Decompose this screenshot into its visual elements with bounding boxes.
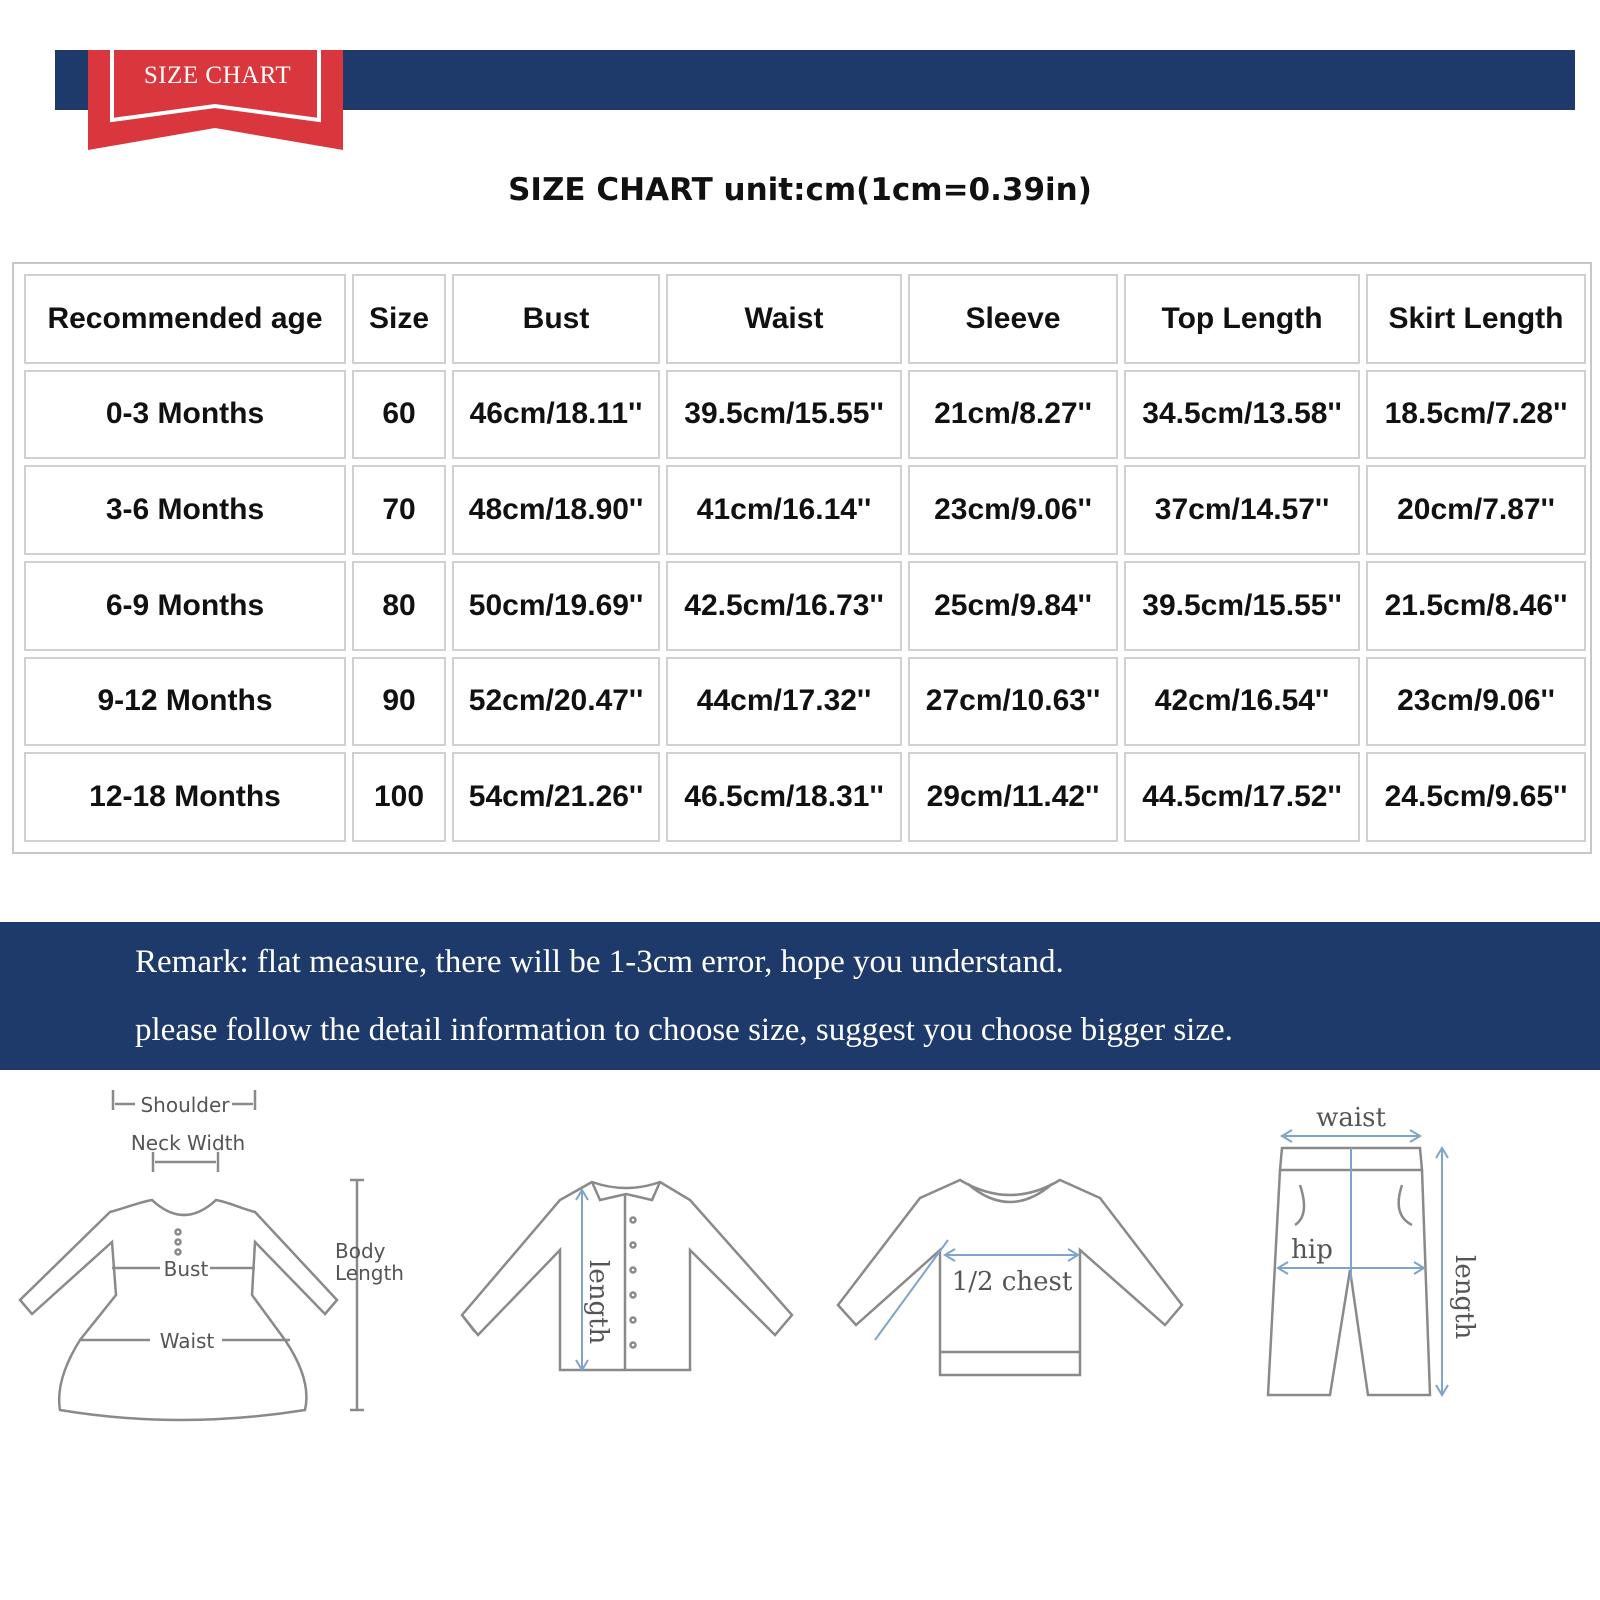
table-cell: 37cm/14.57'' — [1124, 465, 1360, 555]
table-row — [24, 657, 1586, 747]
table-cell: 44.5cm/17.52'' — [1124, 752, 1360, 842]
body-length-label-2: Length — [335, 1261, 404, 1285]
table-cell: 23cm/9.06'' — [1366, 657, 1586, 747]
table-row — [24, 465, 1586, 555]
table-cell: 44cm/17.32'' — [666, 657, 902, 747]
table-cell: 46cm/18.11'' — [452, 370, 660, 460]
table-cell: 25cm/9.84'' — [908, 561, 1118, 651]
table-cell: 6-9 Months — [24, 561, 346, 651]
table-cell: 39.5cm/15.55'' — [1124, 561, 1360, 651]
table-cell: 100 — [352, 752, 446, 842]
table-cell: 20cm/7.87'' — [1366, 465, 1586, 555]
size-table-frame — [12, 262, 1592, 854]
table-cell: 18.5cm/7.28'' — [1366, 370, 1586, 460]
table-cell: 70 — [352, 465, 446, 555]
table-cell: 21cm/8.27'' — [908, 370, 1118, 460]
shirt-diagram — [462, 1182, 792, 1370]
table-header-row — [24, 274, 1586, 364]
table-cell: 42.5cm/16.73'' — [666, 561, 902, 651]
table-cell: 39.5cm/15.55'' — [666, 370, 902, 460]
col-header-age: Recommended age — [24, 274, 346, 364]
table-cell: 48cm/18.90'' — [452, 465, 660, 555]
table-row — [24, 561, 1586, 651]
table-row — [24, 752, 1586, 842]
table-cell: 90 — [352, 657, 446, 747]
col-header-waist: Waist — [666, 274, 902, 364]
remark-line-1: Remark: flat measure, there will be 1-3cm error, hope you understand. — [135, 944, 1064, 980]
chest-label: 1/2 chest — [951, 1267, 1073, 1297]
table-cell: 23cm/9.06'' — [908, 465, 1118, 555]
pants-length-label: length — [1449, 1255, 1479, 1340]
table-cell: 21.5cm/8.46'' — [1366, 561, 1586, 651]
col-header-size: Size — [352, 274, 446, 364]
ribbon-label: SIZE CHART — [143, 62, 292, 89]
waist-label: Waist — [159, 1329, 215, 1353]
table-cell: 46.5cm/18.31'' — [666, 752, 902, 842]
table-cell: 3-6 Months — [24, 465, 346, 555]
table-cell: 80 — [352, 561, 446, 651]
table-cell: 54cm/21.26'' — [452, 752, 660, 842]
table-cell: 42cm/16.54'' — [1124, 657, 1360, 747]
remark-line-2: please follow the detail information to choose size, suggest you choose bigger size. — [135, 1012, 1233, 1048]
col-header-bust: Bust — [452, 274, 660, 364]
col-header-top-length: Top Length — [1124, 274, 1360, 364]
table-cell: 52cm/20.47'' — [452, 657, 660, 747]
shoulder-label: Shoulder — [140, 1093, 230, 1117]
measurement-diagrams — [0, 1090, 1600, 1450]
bust-label: Bust — [163, 1257, 209, 1281]
table-cell: 41cm/16.14'' — [666, 465, 902, 555]
hip-label: hip — [1291, 1235, 1333, 1265]
shirt-length-label: length — [583, 1260, 613, 1345]
page-title: SIZE CHART unit:cm(1cm=0.39in) — [508, 172, 1092, 208]
pants-diagram — [1268, 1148, 1430, 1395]
size-table — [18, 268, 1592, 848]
table-cell: 27cm/10.63'' — [908, 657, 1118, 747]
table-cell: 34.5cm/13.58'' — [1124, 370, 1360, 460]
table-cell: 24.5cm/9.65'' — [1366, 752, 1586, 842]
body-length-label-1: Body — [335, 1239, 386, 1263]
col-header-skirt-length: Skirt Length — [1366, 274, 1586, 364]
table-row — [24, 370, 1586, 460]
table-cell: 12-18 Months — [24, 752, 346, 842]
table-cell: 9-12 Months — [24, 657, 346, 747]
neck-width-label: Neck Width — [130, 1131, 246, 1155]
pants-waist-label: waist — [1316, 1103, 1386, 1133]
table-cell: 0-3 Months — [24, 370, 346, 460]
col-header-sleeve: Sleeve — [908, 274, 1118, 364]
table-cell: 29cm/11.42'' — [908, 752, 1118, 842]
table-cell: 50cm/19.69'' — [452, 561, 660, 651]
table-cell: 60 — [352, 370, 446, 460]
